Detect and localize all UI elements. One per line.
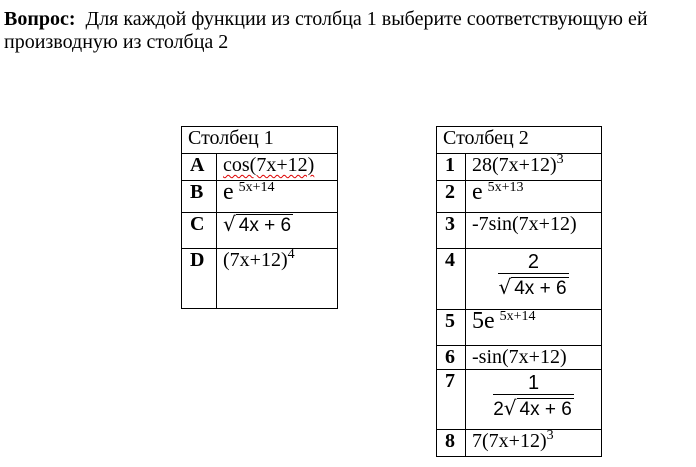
row-key: 6 (437, 346, 466, 370)
derivative-cell: -sin(7x+12) (466, 346, 602, 370)
derivative-cell: $28(7x+12)^3$ (466, 154, 602, 181)
row-key: 8 (437, 430, 466, 457)
derivative-cell (466, 249, 602, 310)
function-cell: $(7x+12)^4$ (217, 249, 338, 309)
derivative-cell: e $^{5x+13}$ (466, 181, 602, 213)
row-key: C (182, 213, 217, 249)
column-2-table (436, 126, 602, 457)
column-2-header: Столбец 2 (437, 127, 602, 154)
row-key: D (182, 249, 217, 309)
question-text (4, 8, 694, 54)
row-key: 7 (437, 370, 466, 430)
column-1-header: Столбец 1 (182, 127, 338, 154)
question-body: Для каждой функции из столбца 1 выберите соответствующую ей производную из столбца 2 (4, 8, 648, 53)
fraction: $\frac{2}{√ 4x + 6}$ (498, 251, 567, 299)
function-cell: e $^{5x+14}$ (217, 181, 338, 213)
derivative-cell: 5e $^{5x+14}$ (466, 310, 602, 346)
row-key: 2 (437, 181, 466, 213)
fraction: $\frac{1}{2√ 4x + 6}$ (493, 372, 572, 420)
derivative-cell: -7sin(7x+12) (466, 213, 602, 249)
row-key: B (182, 181, 217, 213)
row-key: A (182, 154, 217, 181)
row-key: 3 (437, 213, 466, 249)
function-cell (217, 213, 338, 249)
row-key: 1 (437, 154, 466, 181)
derivative-cell: $7(7x+12)^3$ (466, 430, 602, 457)
derivative-cell (466, 370, 602, 430)
row-key: 4 (437, 249, 466, 310)
function-cell: cos(7x+12) (217, 154, 338, 181)
row-key: 5 (437, 310, 466, 346)
column-1-table (181, 126, 338, 309)
question-label: Вопрос: (4, 8, 76, 30)
sqrt: √ 4x + 6 (223, 212, 292, 236)
